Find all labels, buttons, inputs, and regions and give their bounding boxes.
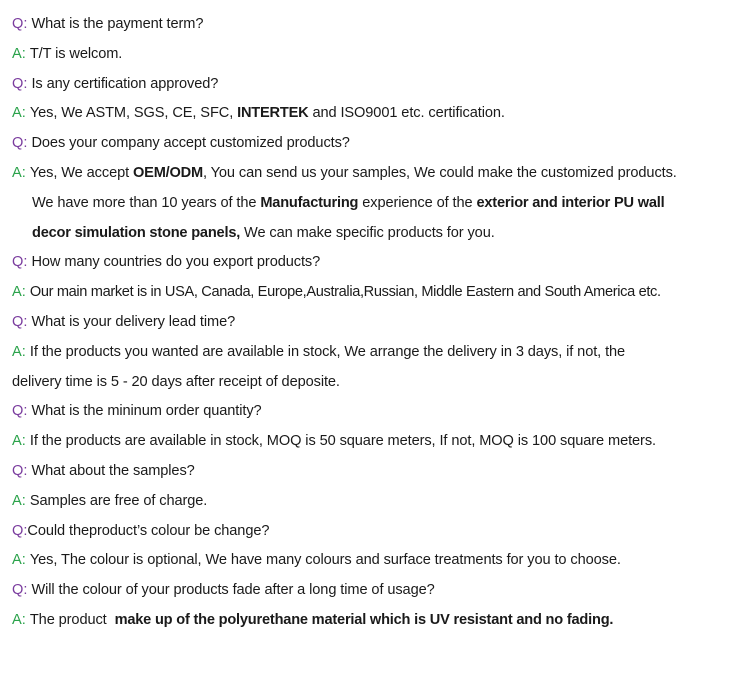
question-marker: Q: <box>12 462 28 479</box>
answer-line <box>12 99 744 129</box>
question-marker: Q: <box>12 582 28 599</box>
answer-marker: A: <box>12 492 26 509</box>
answer-text: delivery time is 5 - 20 days after receipt of deposite. <box>12 373 340 390</box>
question-text: What about the samples? <box>31 462 195 479</box>
answer-marker: A: <box>12 552 26 569</box>
question-line <box>12 248 744 278</box>
answer-continuation <box>12 189 744 219</box>
answer-text: If the products you wanted are available in stock, We arrange the delivery in 3 days, if not, the <box>29 343 626 360</box>
question-text: What is the payment term? <box>31 16 204 32</box>
answer-text: Yes, We ASTM, SGS, CE, SFC, <box>29 105 238 122</box>
answer-emphasis: INTERTEK <box>237 105 309 122</box>
question-line <box>12 457 744 487</box>
answer-emphasis: OEM/ODM <box>133 164 203 181</box>
answer-text: If the products are available in stock, MOQ is 50 square meters, If not, MOQ is 100 square meters. <box>29 433 656 450</box>
answer-line <box>12 159 744 189</box>
answer-line <box>12 338 744 368</box>
question-line <box>12 517 744 547</box>
answer-line <box>12 427 744 457</box>
answer-text: Yes, The colour is optional, We have many colours and surface treatments for you to choose. <box>29 552 621 569</box>
answer-text: experience of the <box>358 194 477 211</box>
answer-continuation <box>12 219 744 249</box>
answer-emphasis: decor simulation stone panels, <box>32 224 241 241</box>
answer-text: The product <box>29 611 115 628</box>
question-marker: Q: <box>12 313 28 330</box>
question-line <box>12 308 744 338</box>
question-marker: Q: <box>12 522 28 539</box>
question-line <box>12 576 744 606</box>
question-text: What is your delivery lead time? <box>31 313 236 330</box>
answer-line <box>12 40 744 70</box>
answer-text: and ISO9001 etc. certification. <box>308 105 505 122</box>
answer-text: Yes, We accept <box>29 164 134 181</box>
question-marker: Q: <box>12 16 28 32</box>
question-marker: Q: <box>12 403 28 420</box>
answer-text: Our main market is in USA, Canada, Europe,Australia,Russian, Middle Eastern and South America etc. <box>29 284 661 301</box>
question-line <box>12 397 744 427</box>
answer-marker: A: <box>12 45 26 62</box>
question-text: Could theproduct’s colour be change? <box>27 522 270 539</box>
answer-text: Samples are free of charge. <box>29 492 208 509</box>
question-text: Does your company accept customized products? <box>31 135 350 152</box>
faq-list <box>12 10 744 636</box>
question-line <box>12 129 744 159</box>
question-text: What is the mininum order quantity? <box>31 403 262 420</box>
answer-continuation <box>12 368 744 398</box>
question-marker: Q: <box>12 254 28 271</box>
answer-line <box>12 546 744 576</box>
answer-line <box>12 278 744 308</box>
answer-text: , You can send us your samples, We could make the customized products. <box>202 164 677 181</box>
answer-emphasis: Manufacturing <box>260 194 359 211</box>
answer-marker: A: <box>12 611 26 628</box>
answer-marker: A: <box>12 284 26 301</box>
question-text: Will the colour of your products fade after a long time of usage? <box>31 582 435 599</box>
answer-line <box>12 606 744 636</box>
question-line <box>12 70 744 100</box>
answer-marker: A: <box>12 433 26 450</box>
question-text: Is any certification approved? <box>31 75 219 92</box>
answer-marker: A: <box>12 343 26 360</box>
question-marker: Q: <box>12 75 28 92</box>
question-marker: Q: <box>12 135 28 152</box>
answer-marker: A: <box>12 164 26 181</box>
answer-emphasis: exterior and interior PU wall <box>476 194 665 211</box>
question-text: How many countries do you export products? <box>31 254 321 271</box>
answer-text: We have more than 10 years of the <box>32 194 261 211</box>
answer-emphasis: make up of the polyurethane material which is UV resistant and no fading. <box>114 611 614 628</box>
answer-line <box>12 487 744 517</box>
answer-text: T/T is welcom. <box>29 45 123 62</box>
answer-text: We can make specific products for you. <box>240 224 495 241</box>
question-line <box>12 10 744 40</box>
answer-marker: A: <box>12 105 26 122</box>
